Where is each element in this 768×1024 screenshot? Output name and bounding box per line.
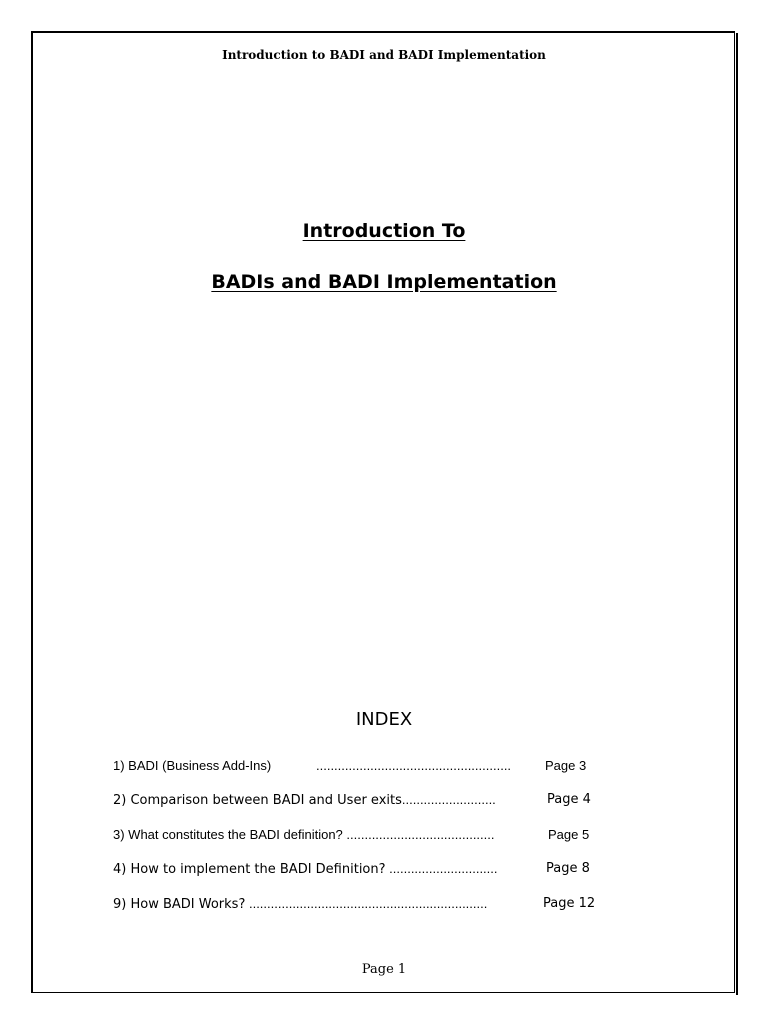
toc-entry[interactable] [113, 758, 587, 773]
toc-entry[interactable] [113, 896, 596, 912]
toc-entry-label: 4) How to implement the BADI Definition? [113, 862, 386, 877]
toc-entry-leader: ......................................... [342, 827, 495, 842]
toc-entry-label: 2) Comparison between BADI and User exits [113, 793, 402, 808]
toc-entry[interactable] [113, 792, 591, 808]
toc-entry[interactable] [113, 827, 590, 842]
toc-entry-page: Page 5 [548, 827, 590, 842]
document-title-line-2: BADIs and BADI Implementation [211, 271, 557, 293]
toc-entry-page: Page 12 [543, 896, 596, 911]
index-heading: INDEX [355, 709, 413, 730]
page-border [31, 31, 735, 993]
toc-entry-leader: .................................................................. [245, 896, 488, 911]
toc-entry-leader: .......................... [401, 792, 496, 807]
toc-entry-label: 3) What constitutes the BADI definition? [113, 827, 343, 842]
toc-entry-label: 1) BADI (Business Add-Ins) [113, 758, 272, 773]
toc-entry-page: Page 4 [547, 792, 591, 807]
toc-entry-label: 9) How BADI Works? [113, 897, 246, 912]
toc-entry-leader: .............................. [385, 861, 498, 876]
toc-entry[interactable] [113, 861, 590, 877]
toc-entry-page: Page 8 [546, 861, 590, 876]
page-number-footer: Page 1 [361, 962, 407, 977]
toc-entry-page: Page 3 [545, 758, 587, 773]
running-header: Introduction to BADI and BADI Implementation [222, 48, 546, 62]
toc-entry-leader: ...................................................... [316, 758, 512, 773]
document-title-line-1: Introduction To [302, 220, 466, 242]
